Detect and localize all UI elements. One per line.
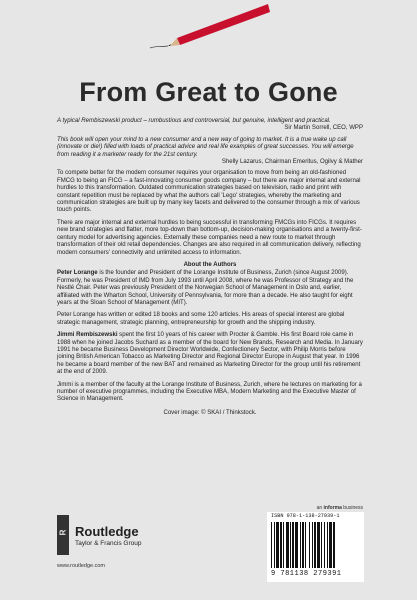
author-bio-text: is the founder and President of the Lorange Institute of Business, Zurich (since August 2009). Formerly, he was President of IMD from July 1993 until April 2008, where he was Professor of Strategy and the Nestlé Chair. Peter was previously President of the Norwegian School of Management in Oslo and, earlier, affiliated with the Wharton School, University of Pennsylvania, for more than a decade. He also taught for eight years at the Sloan School of Management (MIT).	[57, 270, 354, 306]
endorsement-2	[57, 137, 363, 167]
publisher-url: www.routledge.com	[57, 563, 105, 569]
endorsement-quote: This book will open your mind to a new consumer and a new way of going to market. It is a true wake up call (innovate or die!) filled with loads of practical advice and real life examples of great successes. You will emerge from reading it a marketer ready for the 21st century.	[57, 136, 354, 158]
author-name: Jimmi Rembiszewski	[57, 332, 118, 339]
cover-image-credit: Cover image: © SKAI / Thinkstock.	[163, 409, 257, 416]
endorsement-attribution: Shelly Lazarus, Chairman Emeritus, Ogilvy & Mather	[221, 159, 363, 166]
author-bio-rembiszewski-extra: Jimmi is a member of the faculty at the Lorange Institute of Business, Zurich, where he lectures on marketing for a number of executive programmes, including the Executive MBA, Modern Marketing and the Executive Master of Science in Management.	[57, 381, 362, 403]
about-authors-heading: About the Authors	[183, 261, 237, 268]
pencil-illustration	[150, 0, 270, 55]
description-paragraph: To compete better for the modern consumer requires your organisation to move from being an old-fashioned FMCG to being an FICG – a fast-innovating consumer goods company – but there are major internal and external hurdles to this transformation. Outdated communication strategies based on television, radio and print with constant repetition must be replaced by what the authors call 'Lego' strategies, whereby the marketing and communication strategies are built up by many key facets and delivered to the consumer through a mix of various touch points.	[57, 170, 361, 214]
publisher-name: Routledge	[75, 524, 139, 539]
routledge-logo-icon: R	[57, 515, 69, 555]
endorsement-quote: A typical Rembiszewski product – rumbustious and controversial, but genuine, intelligent and practical.	[57, 118, 331, 124]
barcode-digits: 9 781138 279391	[271, 570, 342, 578]
description-paragraph: There are major internal and external hurdles to being successful in transforming FMCGs into FICGs. It requires new brand strategies and flatter, more top-down than bottom-up, decision-making organisations and a twenty-first-century model for advertising agencies. Externally these companies need a new route to market through transformation of their old retail dependencies. Changes are also required in all communication delivery, reflecting modern consumers' connectivity and unlimited access to information.	[57, 219, 362, 256]
endorsement-attribution: Sir Martin Sorrell, CEO, WPP	[284, 125, 363, 132]
book-title: From Great to Gone	[79, 77, 338, 107]
publisher-block	[57, 515, 177, 575]
author-bio-lorange-extra: Peter Lorange has written or edited 18 books and some 120 articles. His areas of special interest are global strategic management, strategic planning, entrepreneurship for growth and the shipping industry.	[57, 312, 345, 326]
endorsement-1	[57, 118, 363, 133]
author-bio-lorange	[57, 270, 363, 307]
author-bio-rembiszewski	[57, 332, 363, 376]
author-bio-text: spent the first 10 years of his career with Procter & Gamble. His first Board role came in 1988 when he joined Jacobs Suchard as a member of the board for New Brands, Research and Media. In January 1991 he became Business Development Director Worldwide, Confectionery Sector, with Philip Morris before joining British American Tobacco as Marketing Director and Regional Director Europe in August that year. In 1996 he became a board member of the new BAT and remained as Marketing Director for the group until his retirement at the end of 2009.	[57, 332, 363, 376]
informa-business-tag: an informa business	[316, 505, 363, 511]
author-name: Peter Lorange	[57, 270, 98, 277]
back-cover-text	[57, 118, 363, 417]
isbn-barcode	[267, 512, 364, 582]
barcode-bars-icon	[271, 522, 360, 568]
publisher-subtitle: Taylor & Francis Group	[75, 540, 142, 547]
isbn-text: ISBN 978-1-138-27939-1	[271, 513, 340, 519]
